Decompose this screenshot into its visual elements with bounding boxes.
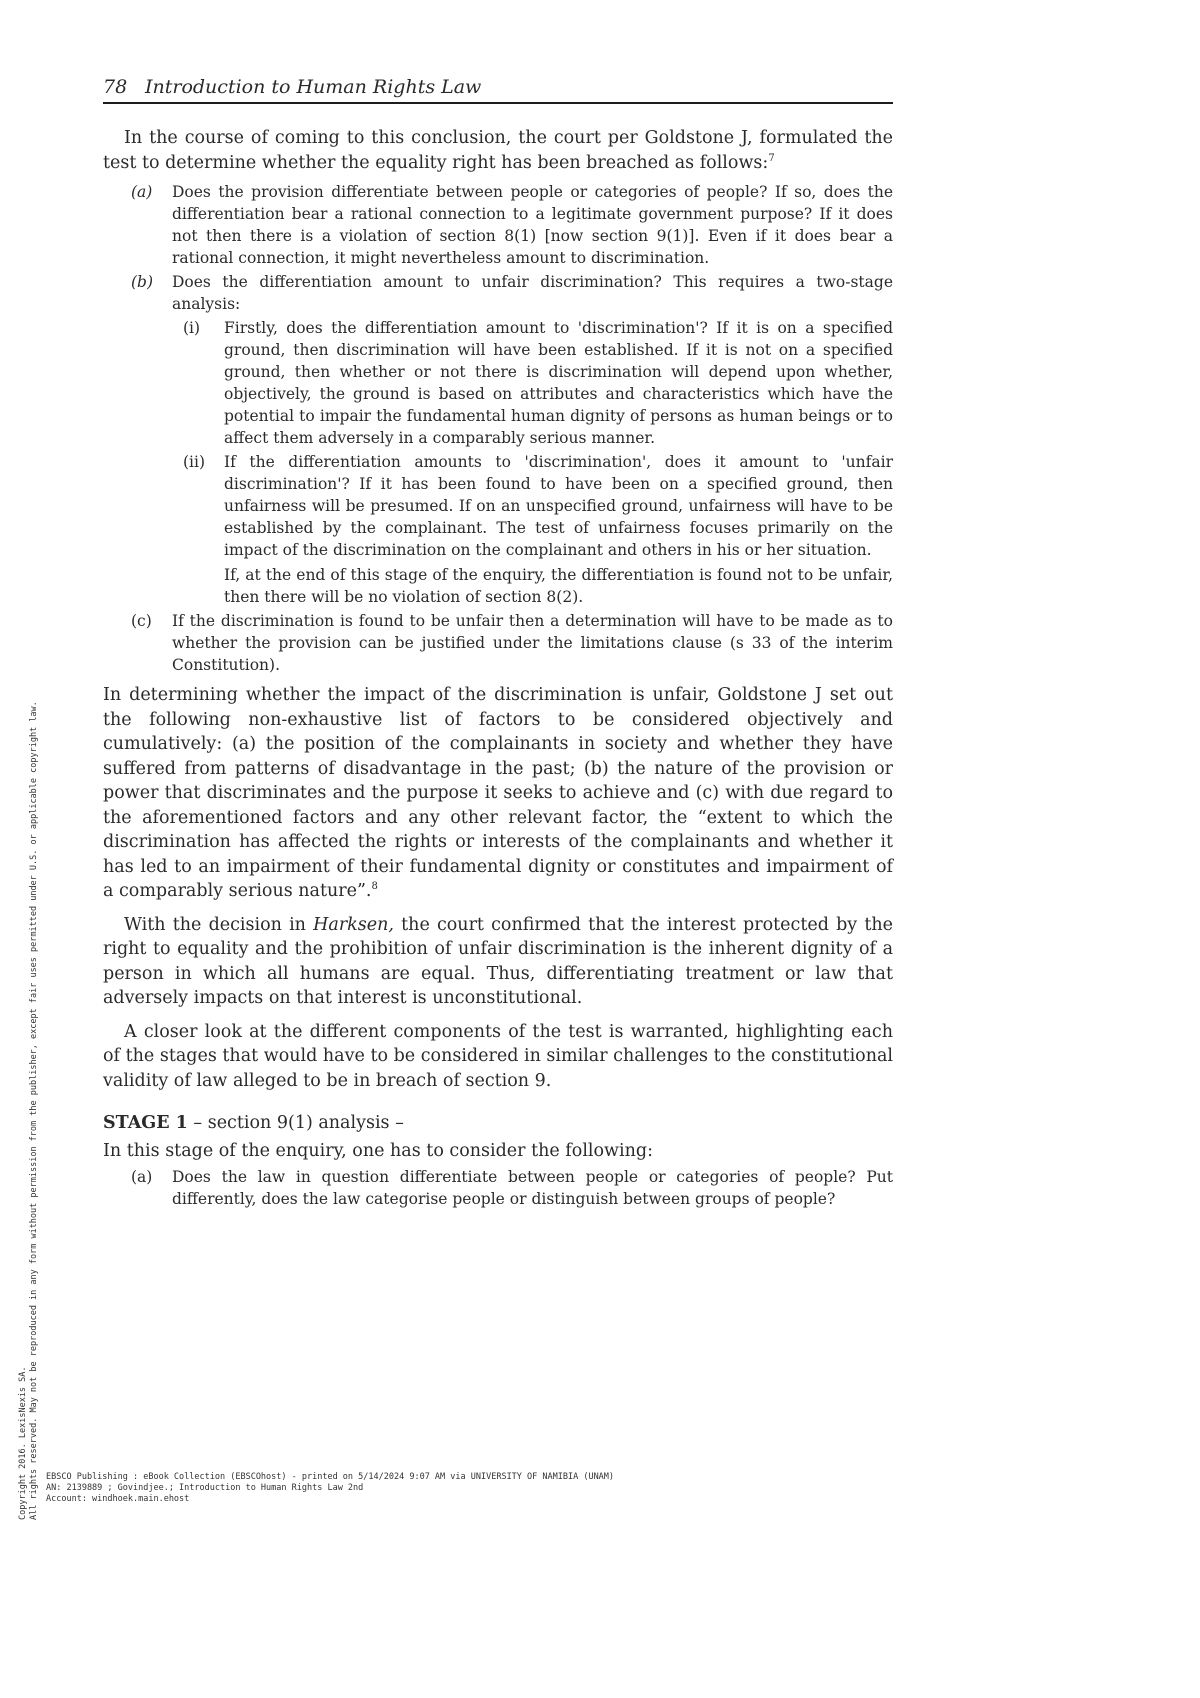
test-item-b-ii — [103, 451, 893, 561]
copyright-line: All rights reserved. May not be reproduced in any form without permission from the publisher, except fair uses permitted under U.S. or applicable copyright law. — [29, 701, 39, 1520]
test-item-b-continuation: If, at the end of this stage of the enquiry, the differentiation is found not to be unfair, then there will be no violation of section 8(2). — [224, 566, 893, 606]
item-label: (a) — [131, 183, 153, 201]
case-name: Harksen, — [313, 914, 394, 935]
test-item-b — [103, 271, 893, 315]
item-text: If the discrimination is found to be unfair then a determination will have to be made as to whether the provision can be justified under the limitations clause (s 33 of the interim Constitution). — [172, 612, 893, 674]
footer-line: Account: windhoek.main.ehost — [46, 1494, 190, 1504]
stage-1-heading: STAGE 1 – section 9(1) analysis – — [103, 1113, 404, 1133]
item-text: Does the provision differentiate between people or categories of people? If so, does the differentiation bear a rational connection to a legitimate government purpose? If it does not then there is a violation of section 8(1) [now section 9(1)]. Even if it does bear a rational connection, it might nevertheless amount to discrimination. — [172, 183, 893, 267]
item-text: Firstly, does the differentiation amount to 'discrimination'? If it is on a specified ground, then discrimination will have been established. If it is not on a specified ground, then whether or not there is discrimination will depend upon whether, objectively, the ground is based on attributes and characteristics which have the potential to impair the fundamental human dignity of persons as human beings or to affect them adversely in a comparably serious manner. — [224, 319, 893, 447]
footnote-ref: 7 — [768, 152, 775, 164]
page-body — [103, 126, 893, 1210]
test-item-b-i — [103, 317, 893, 449]
equality-test-list — [103, 181, 893, 676]
running-header — [103, 76, 893, 104]
paragraph-harksen: With the decision in Harksen, the court confirmed that the interest protected by the right to equality and the prohibition of unfair discrimination is the inherent dignity of a person in which all humans are equal. Thus, differentiating treatment or law that adversely impacts on that interest is unconstitutional. — [103, 914, 893, 1008]
item-text: Does the law in question differentiate between people or categories of people? Put differently, does the law categorise people or distinguish between groups of people? — [172, 1167, 893, 1208]
item-text: Does the differentiation amount to unfair discrimination? This requires a two-stage analysis: — [172, 273, 893, 313]
paragraph-impact: In determining whether the impact of the discrimination is unfair, Goldstone J set out the following non-exhaustive list of factors to be considered objectively and cumulatively: (a) the position of the complainants in society and whether they have suffered from patterns of disadvantage in the past; (b) the nature of the provision or power that discriminates and the purpose it seeks to achieve and (c) with due regard to the aforementioned factors and any other relevant factor, the “extent to which the discrimination has affected the rights or interests of the complainants and whether it has led to an impairment of their fundamental dignity or constitutes and impairment of a comparably serious nature”.$^8$ — [103, 685, 893, 901]
footnote-ref: 8 — [371, 881, 378, 893]
ebsco-footer — [46, 1472, 896, 1505]
copyright-line: Copyright 2016. LexisNexis SA. — [18, 1366, 28, 1520]
item-text: If the differentiation amounts to 'discrimination', does it amount to 'unfair discrimination'? If it has been found to have been on a specified ground, then unfairness will be presumed. If on an unspecified ground, unfairness will have to be established by the complainant. The test of unfairness focuses primarily on the impact of the discrimination on the complainant and others in his or her situation. — [224, 453, 893, 559]
intro-paragraph: In the course of coming to this conclusion, the court per Goldstone J, formulated the test to determine whether the equality right has been breached as follows:$^7$ — [103, 128, 893, 173]
footer-line: AN: 2139889 ; Govindjee.; Introduction to Human Rights Law 2nd — [46, 1483, 364, 1493]
test-item-a — [103, 181, 893, 269]
item-label: (a) — [131, 1167, 153, 1186]
paragraph-closer-look: A closer look at the different components of the test is warranted, highlighting each of the stages that would have to be considered in similar challenges to the constitutional validity of law alleged to be in breach of section 9. — [103, 1021, 893, 1091]
item-label: (b) — [131, 273, 154, 291]
test-item-c — [103, 610, 893, 676]
stage-1-list — [103, 1166, 893, 1210]
copyright-side-note — [18, 320, 40, 1520]
stage-1-item-a — [103, 1166, 893, 1210]
item-label: (c) — [131, 612, 152, 630]
item-label: (ii) — [183, 453, 206, 471]
book-title: Introduction to Human Rights Law — [145, 76, 482, 98]
item-label: (i) — [183, 319, 201, 337]
footer-line: EBSCO Publishing : eBook Collection (EBSCOhost) - printed on 5/14/2024 9:07 AM via UNIVERSITY OF NAMIBIA (UNAM) — [46, 1472, 615, 1482]
page-number: 78 — [103, 76, 128, 98]
stage-1-intro: In this stage of the enquiry, one has to consider the following: — [103, 1141, 653, 1161]
